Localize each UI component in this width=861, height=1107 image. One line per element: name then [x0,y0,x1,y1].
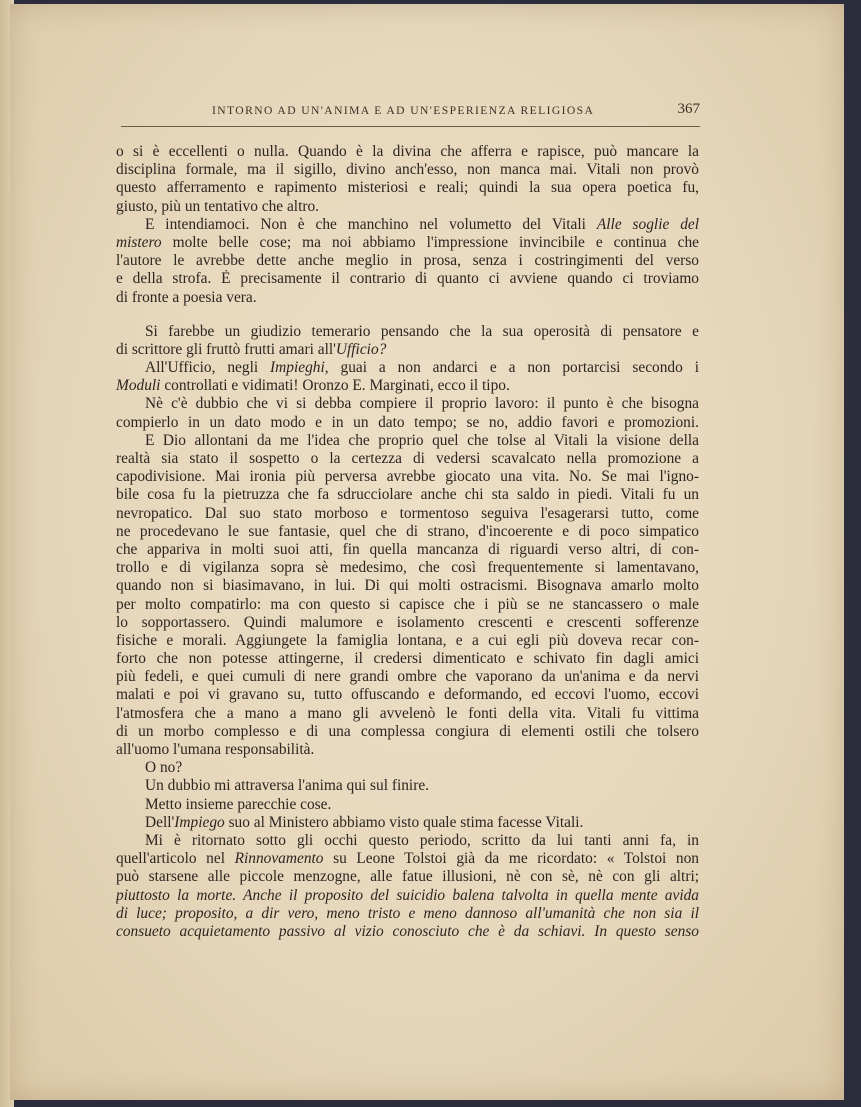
text-line [116,541,699,559]
text-segment: controllati e vidimati! Oronzo E. Marginati, ecco il tipo. [160,377,510,395]
text-line [116,868,699,886]
italic-text: Alle soglie del [596,215,699,233]
text-segment: Un dubbio mi attraversa l'anima qui sul finire. [145,777,430,795]
text-line [116,668,699,686]
text-line [116,705,699,723]
text-line [116,523,699,541]
text-segment: all'uomo l'umana responsabilità. [116,741,315,758]
text-segment: Metto insieme parecchie cose. [145,795,332,813]
text-segment: realtà sia stato il sospetto o la certezza di vedersi scavalcato nella promozione a [116,450,699,467]
text-line [116,143,699,161]
text-line [116,850,699,868]
text-segment: quando non si biasimavano, in lui. Di qui molti ostracismi. Bisognava amarlo molto [116,577,699,595]
text-line [116,450,699,468]
text-line [116,796,699,814]
text-line [116,832,699,850]
text-segment: molte belle cose; ma noi abbiamo l'impressione invincibile e continua che [161,233,699,251]
text-line [116,741,699,759]
italic-text: Ufficio? [335,340,387,358]
text-line [116,596,699,614]
text-line [116,341,699,359]
text-line [116,289,699,307]
text-line [116,468,699,486]
text-segment: o si è eccellenti o nulla. Quando è la divina che afferra e rapisce, può mancare la [116,143,699,160]
text-line [116,432,699,450]
text-segment: giusto, più un tentativo che altro. [116,197,320,215]
body-text [116,143,699,941]
text-line [116,887,699,905]
text-segment: , guai a non andarci e a non portarcisi secondo i [324,359,699,377]
text-segment: Mi è ritornato sotto gli occhi questo periodo, scritto da lui tanti anni fa, in [145,831,699,849]
text-line [116,650,699,668]
text-segment: suo al Ministero abbiamo visto quale stima facesse Vitali. [224,813,584,831]
text-line [116,686,699,704]
text-line [116,395,699,413]
text-segment: All'Ufficio, negli [145,359,271,377]
text-segment: fisiche e morali. Aggiungete la famiglia lontana, e a cui egli più doveva recar con- [116,631,699,649]
text-line [116,777,699,795]
text-segment: Dell' [145,813,175,831]
text-segment: lo sopportassero. Quindi malumore e isolamento crescenti e crescenti sofferenze [116,613,699,631]
text-segment: nevropatico. Dal suo stato morboso e tormentoso seguiva l'esagerarsi tutto, come [116,504,699,522]
text-segment: forto che non potesse attingerne, il credersi dimenticato e schivato fin dagli amici [116,650,699,668]
text-line [116,505,699,523]
text-line [116,486,699,504]
text-segment: su Leone Tolstoi già da me ricordato: « Tolstoi non [323,850,699,868]
italic-text: Rinnovamento [234,850,324,868]
text-line [116,559,699,577]
paragraph-gap [116,307,699,323]
text-line [116,577,699,595]
text-segment: di fronte a poesia vera. [116,288,257,306]
text-segment: l'autore le avrebbe dette anche meglio in prosa, senza i costringimenti del verso [116,252,699,270]
text-segment: disciplina formale, ma il sigillo, divino anch'esso, non manca mai. Vitali non provò [116,161,699,179]
text-segment: ne procedevano le sue fantasie, quel che di strano, d'incoerente e di poco simpatico [116,522,699,540]
running-title: INTORNO AD UN'ANIMA E AD UN'ESPERIENZA RELIGIOSA [212,104,595,117]
text-segment: Nè c'è dubbio che vi si debba compiere il proprio lavoro: il punto è che bisogna [145,395,699,413]
text-line [116,814,699,832]
text-line [116,377,699,395]
text-segment: può starsene alle piccole menzogne, alle fatue illusioni, nè con sè, nè con gli altri; [116,868,699,886]
italic-text: Impiego [174,813,225,831]
text-line [116,216,699,234]
text-segment: capodivisione. Mai ironia più perversa avrebbe giocato una vita. No. Se mai l'igno- [116,468,699,486]
text-segment: di un morbo complesso e di una complessa congiura di elementi ostili che tolsero [116,722,699,740]
italic-text: Moduli [116,377,161,395]
italic-text: mistero [116,233,162,251]
text-segment: Si farebbe un giudizio temerario pensando che la sua operosità di pensatore e [145,322,699,340]
text-segment: l'atmosfera che a mano a mano gli avvelenò le fonti della vita. Vitali fu vittima [116,704,699,722]
italic-text: Impieghi [270,359,325,377]
text-line [116,759,699,777]
text-line [116,923,699,941]
text-line [116,270,699,288]
text-line [116,234,699,252]
italic-text: di luce; proposito, a dir vero, meno tristo e meno dannoso all'umanità che non sia il [116,904,699,922]
text-segment: questo afferramento e rapimento misteriosi e reali; quindi la sua opera poetica fu, [116,179,699,197]
text-segment: malati e poi vi gravano su, tutto offuscando e deformando, ed eccovi l'uomo, eccovi [116,686,699,704]
text-line [116,323,699,341]
text-segment: E intendiamoci. Non è che manchino nel volumetto del Vitali [145,215,597,233]
text-segment: O no? [145,759,183,777]
text-segment: per molto compatirlo: ma con questo si capisce che i più se ne stancassero o male [116,595,699,613]
text-line [116,198,699,216]
text-line [116,179,699,197]
header-rule [121,126,700,127]
text-line [116,252,699,270]
text-line [116,723,699,741]
text-line [116,614,699,632]
italic-text: consueto acquietamento passivo al vizio conosciuto che è da schiavi. In questo senso [116,922,699,940]
text-segment: che appariva in molti suoi atti, fin quella mancanza di riguardi verso altri, di con- [116,540,699,558]
page-number: 367 [677,101,700,117]
text-segment: E Dio allontani da me l'idea che proprio quel che tolse al Vitali la visione della [145,431,699,449]
text-segment: più fedeli, e quei cumuli di nere grandi ombre che vaporano da un'anima e da nervi [116,668,699,686]
text-segment: bile cosa fu la pietruzza che fa sdrucciolare anche chi sta saldo in piedi. Vitali fu un [116,486,699,504]
text-segment: compierlo in un dato modo e in un dato tempo; se no, addio favori e promozioni. [116,413,699,431]
text-segment: quell'articolo nel [116,850,235,868]
text-line [116,414,699,432]
text-segment: trollo e di vigilanza sopra sè medesimo, che così frequentemente si lamentavano, [116,559,699,577]
text-line [116,905,699,923]
text-segment: e della strofa. È precisamente il contrario di quanto ci avviene quando ci troviamo [116,270,699,288]
text-line [116,632,699,650]
italic-text: piuttosto la morte. Anche il proposito del suicidio balena talvolta in quella mente avida [116,886,699,904]
text-line [116,161,699,179]
text-line [116,359,699,377]
text-segment: di scrittore gli fruttò frutti amari all' [116,340,336,358]
